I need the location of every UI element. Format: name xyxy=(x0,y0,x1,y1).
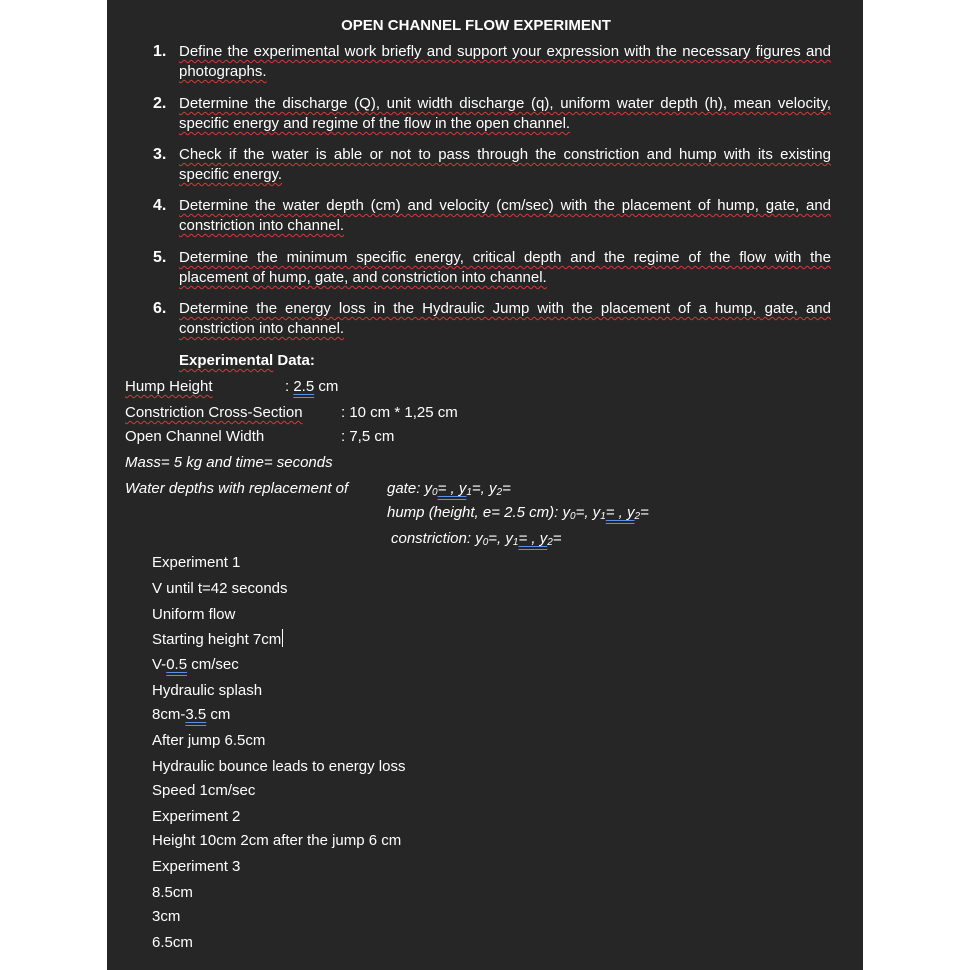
note-line: Uniform flow xyxy=(152,606,236,623)
hump-height-label: Hump Height xyxy=(125,378,213,395)
gate-depths-line: gate: $y_0=$ , $y_1=$, $y_2=$ xyxy=(387,480,511,498)
list-number: 2. xyxy=(153,95,167,112)
text-cursor xyxy=(282,629,283,647)
note-line: After jump 6.5cm xyxy=(152,732,266,749)
document-title: OPEN CHANNEL FLOW EXPERIMENT xyxy=(341,17,611,34)
channel-width-label: Open Channel Width xyxy=(125,428,265,445)
note-line: 8cm-3.5 cm xyxy=(152,706,231,723)
document-page xyxy=(107,0,863,970)
note-line: Speed 1cm/sec xyxy=(152,782,256,799)
list-number: 5. xyxy=(153,249,167,266)
list-item: Check if the water is able or not to pass through the constriction and hump with its existing specific energy. xyxy=(179,146,831,183)
experiment-1-heading: Experiment 1 xyxy=(152,554,241,571)
list-number: 3. xyxy=(153,146,167,163)
list-item: Define the experimental work briefly and support your expression with the necessary figures and photographs. xyxy=(179,43,831,80)
constriction-depths-line: constriction: $y_0=$, $y_1=$ , $y_2=$ xyxy=(391,530,562,548)
note-line: V-0.5 cm/sec xyxy=(152,656,239,673)
note-line: 6.5cm xyxy=(152,934,193,951)
constriction-label: Constriction Cross-Section xyxy=(125,404,303,421)
list-item: Determine the water depth (cm) and velocity (cm/sec) with the placement of hump, gate, and constriction into channel. xyxy=(179,197,831,234)
note-line-with-cursor[interactable]: Starting height 7cm xyxy=(152,631,282,648)
hump-height-value: : 2.5 cm xyxy=(285,378,339,395)
hump-depths-line: hump (height, e= 2.5 cm): $y_0=$, $y_1=$ , $y_2=$ xyxy=(387,504,649,522)
list-item: Determine the discharge (Q), unit width discharge (q), uniform water depth (h), mean velocity, specific energy and regime of the flow in the open channel. xyxy=(179,95,831,132)
note-line: Hydraulic splash xyxy=(152,682,263,699)
list-number: 6. xyxy=(153,300,167,317)
water-depths-label: Water depths with replacement of xyxy=(125,480,349,497)
channel-width-value: : 7,5 cm xyxy=(341,428,395,445)
note-line: V until t=42 seconds xyxy=(152,580,288,597)
list-item: Determine the energy loss in the Hydraulic Jump with the placement of a hump, gate, and constriction into channel. xyxy=(179,300,831,337)
list-number: 1. xyxy=(153,43,167,60)
note-line: Height 10cm 2cm after the jump 6 cm xyxy=(152,832,402,849)
experimental-data-heading: Experimental Data: xyxy=(179,352,315,369)
mass-time-line: Mass= 5 kg and time= seconds xyxy=(125,454,333,471)
note-line: Hydraulic bounce leads to energy loss xyxy=(152,758,406,775)
list-item: Determine the minimum specific energy, critical depth and the regime of the flow with the placement of hump, gate, and constriction into channel. xyxy=(179,249,831,286)
experiment-3-heading: Experiment 3 xyxy=(152,858,241,875)
note-line: 8.5cm xyxy=(152,884,193,901)
constriction-value: : 10 cm * 1,25 cm xyxy=(341,404,458,421)
experiment-2-heading: Experiment 2 xyxy=(152,808,241,825)
list-number: 4. xyxy=(153,197,167,214)
note-line: 3cm xyxy=(152,908,181,925)
